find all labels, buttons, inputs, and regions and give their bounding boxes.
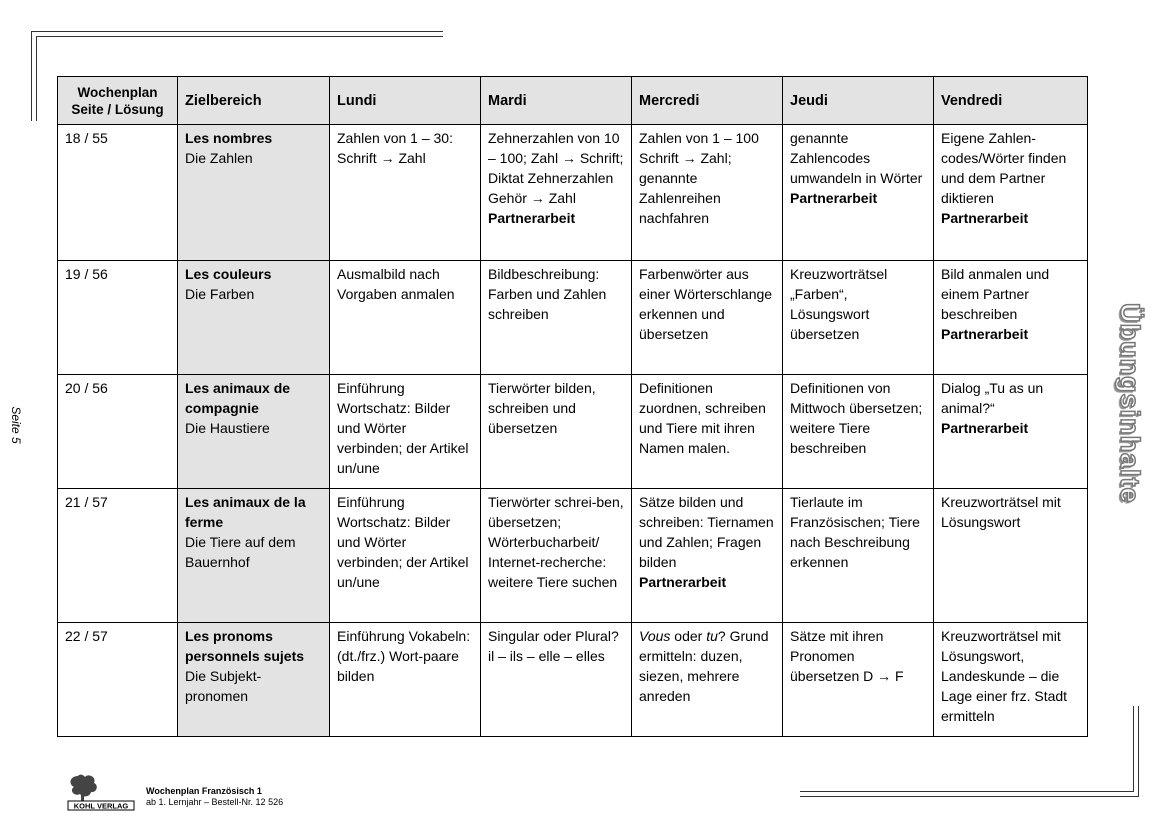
cell-text: ? Grund ermitteln: duzen, siezen, mehrere anreden: [639, 628, 769, 704]
cell-mardi: Singular oder Plural? il – ils – elle – elles: [481, 623, 632, 737]
footer-title: Wochenplan Französisch 1: [146, 786, 262, 796]
cell-mardi: Tierwörter schrei-ben, übersetzen; Wörterbucharbeit/ Internet-recherche: weitere Tiere suchen: [481, 489, 632, 623]
table-header-row: [58, 77, 1088, 125]
cell-text: oder: [670, 628, 707, 644]
cell-text: Sätze bilden und schreiben: Tiernamen und Zahlen; Fragen bilden: [639, 494, 774, 570]
cell-text: genannte Zahlencodes umwandeln in Wörter: [790, 130, 923, 186]
publisher-logo: [66, 770, 136, 812]
table-row: [58, 489, 1088, 623]
cell-text: Zehnerzahlen von 10 – 100; Zahl → Schrift; Diktat Zehnerzahlen Gehör → Zahl: [488, 130, 624, 206]
frame-line: [1138, 706, 1139, 797]
table-row: [58, 261, 1088, 375]
cell-page: 22 / 57: [58, 623, 178, 737]
cell-zielbereich: [178, 489, 330, 623]
cell-lundi: Einführung Wortschatz: Bilder und Wörter verbinden; der Artikel un/une: [330, 375, 481, 489]
frame-line: [800, 796, 1138, 797]
cell-lundi: Einführung Wortschatz: Bilder und Wörter verbinden; der Artikel un/une: [330, 489, 481, 623]
cell-bold-text: Partnerarbeit: [941, 210, 1029, 226]
cell-vendredi: Kreuzworträtsel mit Lösungswort: [934, 489, 1088, 623]
header-mardi: Mardi: [481, 77, 632, 125]
header-zielbereich: Zielbereich: [178, 77, 330, 125]
cell-vendredi: [934, 261, 1088, 375]
logo-text: KOHL VERLAG: [73, 801, 129, 811]
cell-zielbereich: [178, 623, 330, 737]
frame-line: [36, 36, 443, 37]
cell-text: Dialog „Tu as un animal?“: [941, 380, 1044, 416]
page-number-label: Seite 5: [9, 406, 23, 444]
cell-zielbereich: [178, 375, 330, 489]
topic-subtitle: Die Subjekt-pronomen: [185, 668, 262, 704]
topic-subtitle: Die Farben: [185, 286, 255, 302]
cell-page: 18 / 55: [58, 125, 178, 261]
topic-subtitle: Die Haustiere: [185, 420, 270, 436]
cell-mardi: [481, 125, 632, 261]
cell-bold-text: Partnerarbeit: [941, 326, 1029, 342]
frame-line: [31, 31, 443, 32]
cell-vendredi: Kreuzworträtsel mit Lösungswort, Landeskunde – die Lage einer frz. Stadt ermitteln: [934, 623, 1088, 737]
cell-mercredi: Zahlen von 1 – 100 Schrift → Zahl; genannte Zahlenreihen nachfahren: [632, 125, 783, 261]
cell-text: Eigene Zahlen-codes/Wörter finden und dem Partner diktieren: [941, 130, 1067, 206]
cell-text: Bild anmalen und einem Partner beschreiben: [941, 266, 1050, 322]
weekly-plan-table: [57, 76, 1088, 737]
cell-bold-text: Partnerarbeit: [639, 574, 727, 590]
cell-lundi: Ausmalbild nach Vorgaben anmalen: [330, 261, 481, 375]
header-jeudi: Jeudi: [783, 77, 934, 125]
topic-title: Les animaux de la ferme: [185, 494, 306, 530]
frame-line: [36, 36, 37, 121]
section-title-vertical: Übungsinhalte: [1115, 303, 1145, 504]
footer-subtitle: ab 1. Lernjahr – Bestell-Nr. 12 526: [146, 797, 284, 807]
cell-lundi: Zahlen von 1 – 30: Schrift → Zahl: [330, 125, 481, 261]
cell-jeudi: [783, 125, 934, 261]
cell-page: 20 / 56: [58, 375, 178, 489]
cell-mardi: Tierwörter bilden, schreiben und übersetzen: [481, 375, 632, 489]
cell-jeudi: Kreuzworträtsel „Farben“, Lösungswort übersetzen: [783, 261, 934, 375]
cell-vendredi: [934, 375, 1088, 489]
frame-line: [800, 791, 1133, 792]
header-wochenplan: Wochenplan Seite / Lösung: [58, 77, 178, 125]
topic-title: Les pronoms personnels sujets: [185, 628, 305, 664]
cell-mercredi: Farbenwörter aus einer Wörterschlange erkennen und übersetzen: [632, 261, 783, 375]
cell-jeudi: Tierlaute im Französischen; Tiere nach Beschreibung erkennen: [783, 489, 934, 623]
header-vendredi: Vendredi: [934, 77, 1088, 125]
cell-mercredi: [632, 489, 783, 623]
cell-jeudi: Sätze mit ihren Pronomen übersetzen D → F: [783, 623, 934, 737]
table-row: [58, 623, 1088, 737]
topic-subtitle: Die Tiere auf dem Bauernhof: [185, 534, 296, 570]
frame-line: [1133, 706, 1134, 792]
topic-title: Les nombres: [185, 130, 273, 146]
cell-page: 21 / 57: [58, 489, 178, 623]
italic-word: tu: [706, 628, 718, 644]
table-row: [58, 125, 1088, 261]
frame-line: [31, 31, 32, 121]
cell-vendredi: [934, 125, 1088, 261]
cell-page: 19 / 56: [58, 261, 178, 375]
table-row: [58, 375, 1088, 489]
cell-bold-text: Partnerarbeit: [941, 420, 1029, 436]
cell-lundi: Einführung Vokabeln: (dt./frz.) Wort-paare bilden: [330, 623, 481, 737]
cell-mardi: Bildbeschreibung: Farben und Zahlen schreiben: [481, 261, 632, 375]
cell-bold-text: Partnerarbeit: [488, 210, 576, 226]
cell-jeudi: Definitionen von Mittwoch übersetzen; weitere Tiere beschreiben: [783, 375, 934, 489]
header-mercredi: Mercredi: [632, 77, 783, 125]
cell-zielbereich: [178, 125, 330, 261]
cell-mercredi: [632, 623, 783, 737]
topic-title: Les couleurs: [185, 266, 272, 282]
cell-bold-text: Partnerarbeit: [790, 190, 878, 206]
topic-subtitle: Die Zahlen: [185, 150, 253, 166]
header-lundi: Lundi: [330, 77, 481, 125]
cell-zielbereich: [178, 261, 330, 375]
cell-mercredi: Definitionen zuordnen, schreiben und Tiere mit ihren Namen malen.: [632, 375, 783, 489]
italic-word: Vous: [639, 628, 671, 644]
topic-title: Les animaux de compagnie: [185, 380, 291, 416]
